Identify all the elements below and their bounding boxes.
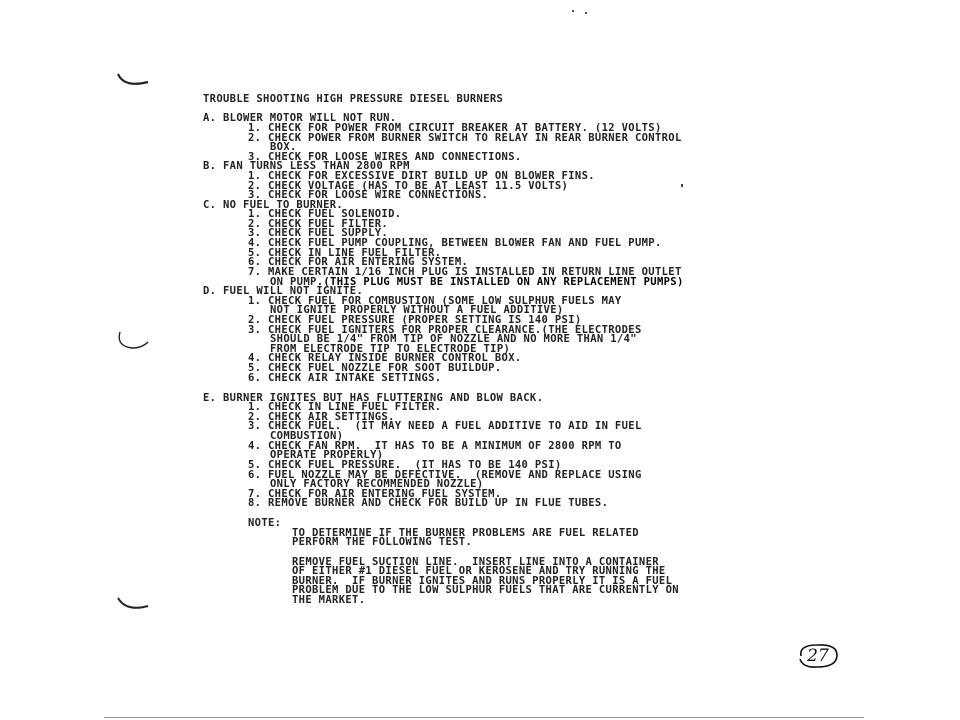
document-title: TROUBLE SHOOTING HIGH PRESSURE DIESEL BURNERS (203, 93, 504, 105)
list-item-continuation: COMBUSTION) (270, 430, 344, 442)
list-item-continuation: SHOULD BE 1/4" FROM TIP OF NOZZLE AND NO MORE THAN 1/4" (270, 333, 637, 345)
list-item: 6. CHECK FOR AIR ENTERING SYSTEM. (248, 256, 469, 268)
list-item: 3. CHECK FUEL SUPPLY. (248, 227, 389, 239)
list-item: 6. FUEL NOZZLE MAY BE DEFECTIVE. (REMOVE AND REPLACE USING (248, 469, 642, 481)
list-item: 2. CHECK FUEL PRESSURE (PROPER SETTING IS 140 PSI) (248, 314, 582, 326)
list-item: 1. CHECK FUEL SOLENOID. (248, 208, 402, 220)
list-item: 1. CHECK FUEL FOR COMBUSTION (SOME LOW SULPHUR FUELS MAY (248, 295, 622, 307)
note-paragraph-line: REMOVE FUEL SUCTION LINE. INSERT LINE INTO A CONTAINER (292, 556, 659, 568)
list-item-continuation: NOT IGNITE PROPERLY WITHOUT A FUEL ADDITIVE) (270, 304, 564, 316)
list-item-continuation: BOX. (270, 141, 297, 153)
warning-note: (THIS PLUG MUST BE INSTALLED ON ANY REPLACEMENT PUMPS) (323, 276, 684, 288)
scan-edge-rule (104, 717, 864, 718)
note-paragraph-line: THE MARKET. (292, 594, 366, 606)
binder-hole-mark-icon (114, 330, 154, 356)
note-paragraph-line: PROBLEM DUE TO THE LOW SULPHUR FUELS THAT ARE CURRENTLY ON (292, 584, 679, 596)
list-item: 4. CHECK FUEL PUMP COUPLING, BETWEEN BLOWER FAN AND FUEL PUMP. (248, 237, 662, 249)
note-paragraph-line: OF EITHER #1 DIESEL FUEL OR KEROSENE AND TRY RUNNING THE (292, 565, 666, 577)
list-item: 1. CHECK IN LINE FUEL FILTER. (248, 401, 442, 413)
list-item: 1. CHECK FOR POWER FROM CIRCUIT BREAKER AT BATTERY. (12 VOLTS) (248, 122, 662, 134)
list-item: 2. CHECK FUEL FILTER. (248, 218, 389, 230)
list-item: 3. CHECK FOR LOOSE WIRES AND CONNECTIONS. (248, 151, 522, 163)
note-paragraph-line: BURNER. IF BURNER IGNITES AND RUNS PROPERLY IT IS A FUEL (292, 575, 673, 587)
list-item-continuation: FROM ELECTRODE TIP TO ELECTRODE TIP) (270, 343, 511, 355)
list-item: 2. CHECK POWER FROM BURNER SWITCH TO RELAY IN REAR BURNER CONTROL (248, 132, 682, 144)
list-item: 3. CHECK FUEL IGNITERS FOR PROPER CLEARANCE.(THE ELECTRODES (248, 324, 642, 336)
list-item: 8. REMOVE BURNER AND CHECK FOR BUILD UP IN FLUE TUBES. (248, 497, 609, 509)
list-item: 4. CHECK FAN RPM. IT HAS TO BE A MINIMUM OF 2800 RPM TO (248, 440, 622, 452)
scan-speck (572, 10, 574, 12)
list-item-continuation: ONLY FACTORY RECOMMENDED NOZZLE) (270, 478, 484, 490)
section-heading: E. BURNER IGNITES BUT HAS FLUTTERING AND BLOW BACK. (203, 392, 544, 404)
list-item: 7. MAKE CERTAIN 1/16 INCH PLUG IS INSTALLED IN RETURN LINE OUTLET (248, 266, 682, 278)
note-paragraph-line: TO DETERMINE IF THE BURNER PROBLEMS ARE FUEL RELATED (292, 527, 639, 539)
list-item: 3. CHECK FOR LOOSE WIRE CONNECTIONS. (248, 189, 489, 201)
scan-speck (585, 12, 587, 14)
note-paragraph-line: PERFORM THE FOLLOWING TEST. (292, 536, 473, 548)
circled-page-number-icon (795, 642, 841, 670)
continuation-prefix: ON PUMP. (270, 276, 324, 288)
list-item: 2. CHECK AIR SETTINGS. (248, 411, 395, 423)
list-item: 1. CHECK FOR EXCESSIVE DIRT BUILD UP ON BLOWER FINS. (248, 170, 595, 182)
list-item-continuation: OPERATE PROPERLY) (270, 449, 384, 461)
section-heading: C. NO FUEL TO BURNER. (203, 199, 344, 211)
note-label: NOTE: (248, 517, 282, 529)
section-heading: B. FAN TURNS LESS THAN 2800 RPM (203, 160, 410, 172)
list-item: 6. CHECK AIR INTAKE SETTINGS. (248, 372, 442, 384)
page-number: 27 (807, 646, 829, 666)
binder-hole-mark-icon (114, 70, 154, 92)
section-heading: A. BLOWER MOTOR WILL NOT RUN. (203, 112, 397, 124)
binder-hole-mark-icon (114, 594, 154, 616)
list-item: 7. CHECK FOR AIR ENTERING FUEL SYSTEM. (248, 488, 502, 500)
list-item: 3. CHECK FUEL. (IT MAY NEED A FUEL ADDITIVE TO AID IN FUEL (248, 420, 642, 432)
list-item: 5. CHECK FUEL PRESSURE. (IT HAS TO BE 140 PSI) (248, 459, 562, 471)
section-heading: D. FUEL WILL NOT IGNITE. (203, 285, 364, 297)
list-item: 2. CHECK VOLTAGE (HAS TO BE AT LEAST 11.5 VOLTS) (248, 180, 569, 192)
scan-speck (681, 184, 683, 187)
list-item: 4. CHECK RELAY INSIDE BURNER CONTROL BOX. (248, 352, 522, 364)
list-item: 5. CHECK FUEL NOZZLE FOR SOOT BUILDUP. (248, 362, 502, 374)
list-item: 5. CHECK IN LINE FUEL FILTER. (248, 247, 442, 259)
